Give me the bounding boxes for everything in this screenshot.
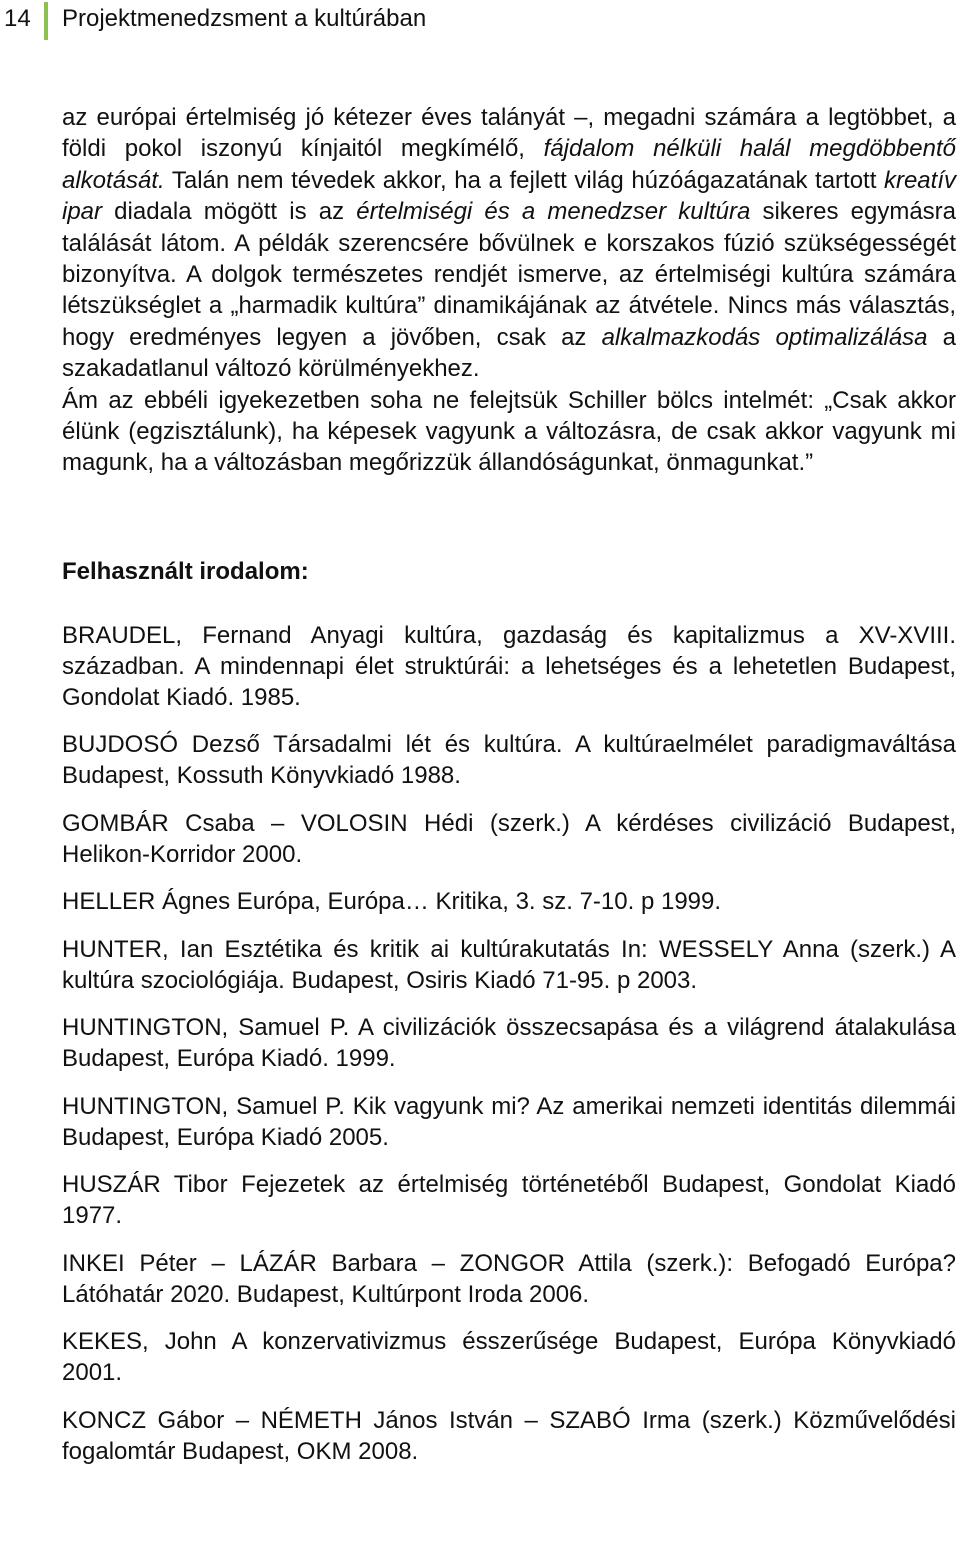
reference-item: HUNTER, Ian Esztétika és kritik ai kultúrakutatás In: WESSELY Anna (szerk.) A kultúra szociológiája. Budapest, Osiris Kiadó 71-95. p 2003.: [62, 935, 956, 994]
reference-item: INKEI Péter – LÁZÁR Barbara – ZONGOR Attila (szerk.): Befogadó Európa? Látóhatár 2020. Budapest, Kultúrpont Iroda 2006.: [62, 1249, 956, 1308]
page-number: 14: [4, 5, 31, 32]
running-title: Projektmenedzsment a kultúrában: [62, 5, 427, 32]
body-paragraph: [62, 102, 956, 385]
references-heading: Felhasznált irodalom:: [62, 557, 309, 585]
emphasis: kreatív ipar: [62, 166, 956, 226]
reference-item: HELLER Ágnes Európa, Európa… Kritika, 3. sz. 7-10. p 1999.: [62, 888, 722, 916]
reference-list: [62, 620, 956, 1467]
page-content: [62, 102, 956, 1467]
emphasis: fájdalom nélküli halál megdöbbentő alkotását.: [62, 135, 956, 194]
reference-item: HUSZÁR Tibor Fejezetek az értelmiség történetéből Budapest, Gondolat Kiadó 1977.: [62, 1171, 956, 1230]
reference-item: GOMBÁR Csaba – VOLOSIN Hédi (szerk.) A kérdéses civilizáció Budapest, Helikon-Korridor 2000.: [62, 809, 956, 868]
text-run: a szakadatlanul változó körülményekhez.: [62, 323, 956, 383]
reference-item: HUNTINGTON, Samuel P. Kik vagyunk mi? Az amerikai nemzeti identitás dilemmái Budapest, Európa Kiadó 2005.: [62, 1092, 956, 1151]
text-run: Talán nem tévedek akkor, ha a fejlett világ húzóágazatának tartott: [164, 166, 884, 194]
page-header: [0, 0, 960, 40]
reference-item: KEKES, John A konzervativizmus ésszerűsége Budapest, Európa Könyvkiadó 2001.: [62, 1328, 956, 1387]
reference-item: KONCZ Gábor – NÉMETH János István – SZABÓ Irma (szerk.) Közművelődési fogalomtár Budapest, OKM 2008.: [62, 1406, 956, 1465]
emphasis: értelmiségi és a menedzser kultúra: [356, 198, 751, 226]
text-run: az európai értelmiség jó kétezer éves talányát –, megadni számára a legtöbbet, a földi pokol iszonyú kínjaitól megkímélő,: [62, 104, 956, 163]
reference-item: HUNTINGTON, Samuel P. A civilizációk összecsapása és a világrend átalakulása Budapest, Európa Kiadó. 1999.: [62, 1014, 956, 1073]
text-run: sikeres egymásra találását látom. A példák szerencsére bővülnek e korszakos fúzió szükségességét bizonyítva. A dolgok természetes rendjét ismerve, az értelmiségi kultúra számára létszükséglet a „harmadik kultúra” dinamikájának az átvétele. Nincs más választás, hogy eredményes legyen a jövőben, csak az: [62, 198, 957, 351]
body-paragraph: Ám az ebbéli igyekezetben soha ne felejtsük Schiller bölcs intelmét: „Csak akkor élünk (egzisztálunk), ha képesek vagyunk a változásra, de csak akkor vagyunk mi magunk, ha a változásban megőrizzük állandóságunkat, önmagunkat.”: [62, 386, 956, 477]
emphasis: alkalmazkodás optimalizálása: [601, 323, 928, 351]
reference-item: BRAUDEL, Fernand Anyagi kultúra, gazdaság és kapitalizmus a XV-XVIII. században. A mindennapi élet struktúrái: a lehetséges és a lehetetlen Budapest, Gondolat Kiadó. 1985.: [62, 621, 956, 711]
text-run: diadala mögött is az: [102, 198, 357, 226]
header-divider: [44, 2, 48, 40]
reference-item: BUJDOSÓ Dezső Társadalmi lét és kultúra. A kultúraelmélet paradigmaváltása Budapest, Kossuth Könyvkiadó 1988.: [62, 731, 956, 790]
